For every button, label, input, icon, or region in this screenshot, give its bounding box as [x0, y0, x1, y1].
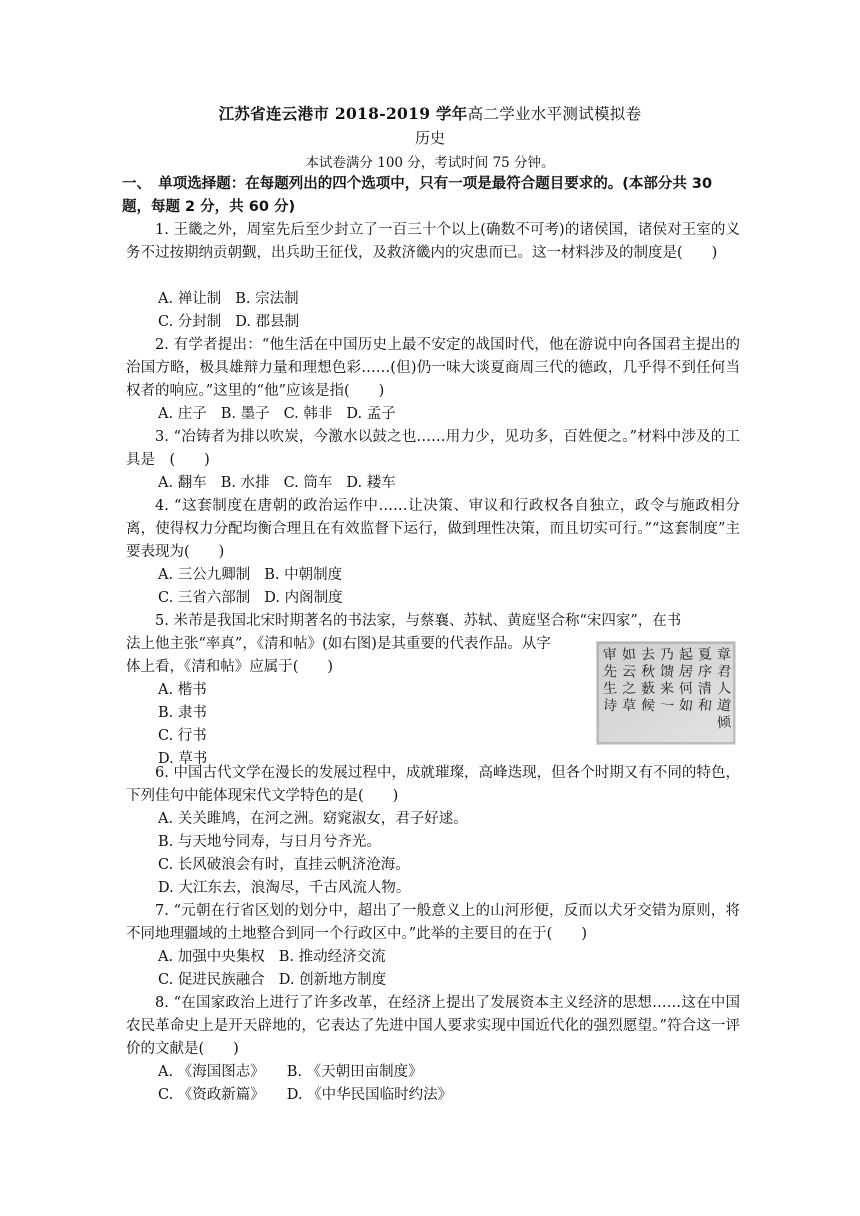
- question-options: [158, 587, 343, 610]
- option-c: C. 分封制: [158, 314, 222, 330]
- option-d: D. 郡县制: [235, 314, 300, 330]
- option-d: D. 大江东去，浪淘尽，千古风流人物。: [158, 880, 411, 896]
- option-c: C. 促进民族融合: [158, 972, 265, 988]
- option-b: B. 隶书: [158, 705, 207, 721]
- option-a: A. 《海国图志》: [158, 1064, 265, 1080]
- option-b: B. 中朝制度: [264, 567, 343, 583]
- question-stem-line: 体上看，《清和帖》应属于( ): [126, 659, 334, 675]
- calligraphy-glyph: 居: [678, 663, 694, 681]
- calligraphy-glyph: 乃: [659, 646, 675, 664]
- question-stem: 4. “这套制度在唐朝的政治运作中……让决策、审议和行政权各自独立，政令与施政相分离，使得权力分配均衡合理且在有效监督下运行，做到理性决策，而且切实可行。”“这套制度”主要表现为( ): [126, 498, 740, 560]
- question-1: [126, 219, 740, 265]
- option-c: C. 《资政新篇》: [158, 1087, 265, 1103]
- subject-title: 历史: [414, 129, 445, 147]
- question-stem-line: 法上他主张“率真”，《清和帖》(如右图)是其重要的代表作品。从字: [126, 636, 551, 652]
- section-heading: 一、 单项选择题：在每题列出的四个选项中，只有一项是最符合题目要求的。(本部分共 30 题，每题 2 分，共 60 分): [122, 176, 713, 215]
- question-stem-line: 5. 米芾是我国北宋时期著名的书法家，与蔡襄、苏轼、黄庭坚合称“宋四家”，在书: [155, 613, 682, 629]
- option-a: A. 关关雎鸠，在河之洲。窈窕淑女，君子好逑。: [158, 811, 468, 827]
- option-b: B. 推动经济交流: [278, 949, 386, 965]
- title-light: 高二学业水平测试模拟卷: [467, 105, 642, 123]
- calligraphy-glyph: 候: [640, 697, 656, 715]
- question-8: [126, 992, 740, 1061]
- calligraphy-glyph: 何: [678, 680, 694, 698]
- option-b: B. 《天朝田亩制度》: [286, 1064, 423, 1080]
- option-c: C. 韩非: [283, 406, 333, 422]
- calligraphy-glyph: 之: [621, 680, 637, 698]
- question-6: [126, 762, 740, 808]
- option-a: A. 庄子: [158, 406, 207, 422]
- option-d: D. 内阁制度: [264, 590, 343, 606]
- option-b: B. 墨子: [220, 406, 270, 422]
- calligraphy-glyph: 薮: [640, 680, 656, 698]
- calligraphy-art: [596, 641, 736, 745]
- option-d: D. 《中华民国临时约法》: [286, 1087, 453, 1103]
- calligraphy-glyph: 夏: [697, 646, 713, 664]
- option-d: D. 草书: [158, 751, 208, 767]
- calligraphy-glyph: 审: [602, 646, 618, 664]
- calligraphy-glyph: 一: [659, 697, 675, 715]
- option-c: C. 筒车: [283, 475, 333, 491]
- option-a: A. 翻车: [158, 475, 207, 491]
- option-b: B. 与天地兮同寿，与日月兮齐光。: [158, 834, 381, 850]
- question-3: [126, 426, 740, 472]
- question-options: [158, 946, 386, 969]
- calligraphy-glyph: 云: [621, 663, 637, 681]
- calligraphy-glyph: 生: [602, 680, 618, 698]
- question-5-cont: [126, 633, 596, 656]
- calligraphy-glyph: 序: [697, 663, 713, 681]
- calligraphy-glyph: 倾: [716, 714, 732, 732]
- question-options: [158, 472, 396, 495]
- question-options: [158, 288, 299, 311]
- question-stem: 8. “在国家政治上进行了许多改革，在经济上提出了发展资本主义经济的思想……这在中国农民革命史上是开天辟地的，它表达了先进中国人要求实现中国近代化的强烈愿望。”符合这一评价的文献是( ): [126, 995, 740, 1057]
- calligraphy-glyph: 草: [621, 697, 637, 715]
- exam-note: 本试卷满分 100 分，考试时间 75 分钟。: [305, 155, 555, 171]
- option-a: A. 三公九卿制: [158, 567, 251, 583]
- question-2: [126, 334, 740, 403]
- calligraphy-glyph: 来: [659, 680, 675, 698]
- question-options: [158, 311, 299, 334]
- option-d: D. 孟子: [346, 406, 396, 422]
- calligraphy-image: [596, 641, 736, 745]
- option-d: D. 耧车: [346, 475, 396, 491]
- calligraphy-glyph: 君: [716, 663, 732, 681]
- calligraphy-glyph: 秋: [640, 663, 656, 681]
- option-c: C. 长风破浪会有时，直挂云帆济沧海。: [158, 857, 410, 873]
- option-b: B. 水排: [220, 475, 270, 491]
- calligraphy-glyph: 如: [621, 646, 637, 664]
- option-c: C. 三省六部制: [158, 590, 251, 606]
- question-7: [126, 900, 740, 946]
- calligraphy-glyph: 去: [640, 646, 656, 664]
- calligraphy-glyph: 诗: [602, 697, 618, 715]
- question-stem: 6. 中国古代文学在漫长的发展过程中，成就璀璨，高峰迭现，但各个时期又有不同的特色，下列佳句中能体现宋代文学特色的是( ): [126, 765, 740, 804]
- calligraphy-glyph: 和: [697, 697, 713, 715]
- calligraphy-glyph: 如: [678, 697, 694, 715]
- calligraphy-glyph: 人: [716, 680, 732, 698]
- question-5-cont2: [126, 656, 596, 679]
- calligraphy-glyph: 章: [716, 646, 732, 664]
- option-a: A. 禅让制: [158, 291, 222, 307]
- calligraphy-glyph: 清: [697, 680, 713, 698]
- option-b: B. 宗法制: [235, 291, 299, 307]
- question-options: [158, 969, 386, 992]
- question-5: [126, 610, 740, 633]
- question-stem: 7. “元朝在行省区划的划分中，超出了一般意义上的山河形便，反而以犬牙交错为原则，将不同地理疆域的土地整合到同一个行政区中。”此举的主要目的在于( ): [126, 903, 740, 942]
- calligraphy-glyph: 先: [602, 663, 618, 681]
- exam-title: [0, 102, 860, 124]
- question-stem: 3. “冶铸者为排以吹炭，今激水以鼓之也……用力少，见功多，百姓便之。”材料中涉及的工具是 ( ): [126, 429, 740, 468]
- option-d: D. 创新地方制度: [278, 972, 387, 988]
- question-options: [158, 403, 396, 426]
- option-a: A. 加强中央集权: [158, 949, 265, 965]
- calligraphy-glyph: 起: [678, 646, 694, 664]
- question-options: [158, 1061, 423, 1084]
- question-options: [158, 564, 342, 587]
- question-4: [126, 495, 740, 564]
- question-options: [158, 1084, 452, 1107]
- option-a: A. 楷书: [158, 682, 207, 698]
- question-stem: 2. 有学者提出：“他生活在中国历史上最不安定的战国时代，他在游说中向各国君主提出的治国方略，极具雄辩力量和理想色彩……(但)仍一味大谈夏商周三代的德政，几乎得不到任何当权者的响应。”这里的“他”应该是指( ): [126, 337, 740, 399]
- calligraphy-glyph: 馈: [659, 663, 675, 681]
- calligraphy-glyph: 道: [716, 697, 732, 715]
- title-bold: 江苏省连云港市 2018-2019 学年: [218, 104, 468, 123]
- option-c: C. 行书: [158, 728, 207, 744]
- question-stem: 1. 王畿之外，周室先后至少封立了一百三十个以上(确数不可考)的诸侯国，诸侯对王室的义务不过按期纳贡朝觐，出兵助王征伐，及救济畿内的灾患而已。这一材料涉及的制度是( ): [126, 222, 740, 261]
